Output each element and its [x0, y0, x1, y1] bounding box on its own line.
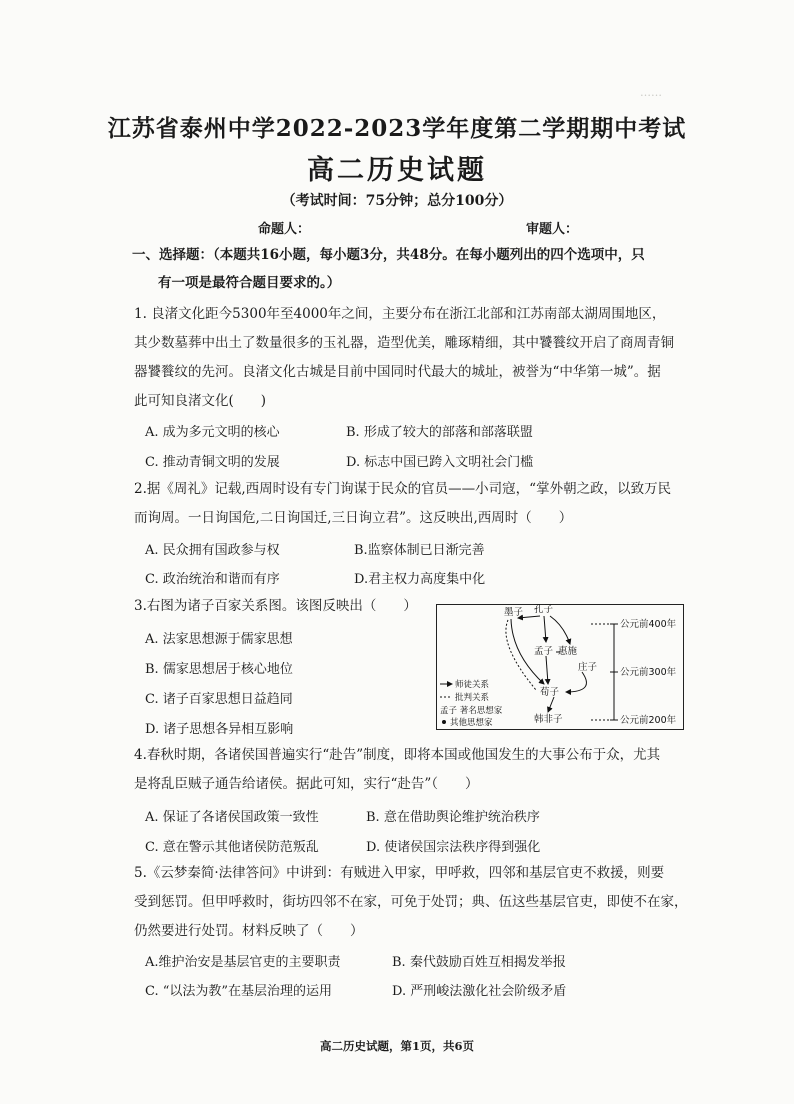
question-text: 4.春秋时期，各诸侯国普遍实行“赴告”制度，即将本国或他国发生的大事公布于众，尤其	[134, 747, 661, 763]
legend-item: 其他思想家	[450, 718, 493, 728]
bleed-through-text: ……	[640, 86, 662, 99]
option-c: C. 诸子百家思想日益趋同	[145, 692, 293, 707]
relation-line	[548, 697, 554, 712]
option-d: D. 诸子思想各异相互影响	[145, 722, 294, 737]
legend-dot	[442, 720, 446, 724]
node-hanfeizi: 韩非子	[534, 714, 563, 725]
option-b: B. 意在借助舆论维护统治秩序	[366, 810, 540, 825]
exam-subtitle: 高二历史试题	[307, 155, 487, 186]
relation-line	[550, 616, 570, 644]
proposer-row	[258, 218, 578, 237]
node-huishi: 惠施	[558, 646, 578, 657]
section-heading: 一、选择题：（本题共16小题，每小题3分，共48分。在每小题列出的四个选项中，只	[132, 247, 645, 263]
question-text: 是将乱臣贼子通告给诸侯。据此可知，实行“赴告”（ ）	[134, 776, 479, 792]
node-kongzi: 孔子	[534, 604, 554, 615]
legend-item: 师徒关系	[455, 680, 490, 690]
option-c: C. “以法为教”在基层治理的运用	[145, 984, 333, 999]
exam-info: （考试时间：75分钟；总分100分）	[281, 193, 513, 209]
option-c: C. 意在警示其他诸侯防范叛乱	[145, 840, 319, 855]
option-c: C. 推动青铜文明的发展	[145, 455, 280, 470]
relation-line	[566, 672, 586, 692]
legend-item: 孟子 著名思想家	[440, 706, 503, 716]
exam-title: 江苏省泰州中学2022-2023学年度第二学期期中考试	[107, 115, 687, 142]
option-d: D.君主权力高度集中化	[354, 572, 486, 587]
node-zhuangzi: 庄子	[578, 662, 598, 673]
timeline-label: 公元前200年	[620, 715, 677, 726]
relation-line	[544, 616, 546, 642]
question-text: 而询周。一日询国危,二日询国迁,三日询立君”。这反映出,西周时（ ）	[134, 510, 573, 526]
question-text: 3.右图为诸子百家关系图。该图反映出（ ）	[134, 598, 417, 614]
relation-diagram	[436, 604, 684, 730]
relation-line	[546, 656, 548, 684]
question-text: 其少数墓葬中出土了数量很多的玉礼器，造型优美，雕琢精细，其中饕餮纹开启了商周青铜	[134, 335, 674, 351]
node-mozi: 墨子	[504, 607, 524, 618]
philosophers-relation-figure	[436, 604, 684, 730]
option-a: A. 民众拥有国政参与权	[145, 543, 280, 558]
node-mengzi: 孟子	[534, 646, 554, 657]
option-a: A. 法家思想源于儒家思想	[145, 632, 293, 647]
option-b: B. 秦代鼓励百姓互相揭发举报	[392, 955, 566, 970]
option-d: D. 严刑峻法激化社会阶级矛盾	[392, 984, 567, 999]
section-heading-cont: 有一项是最符合题目要求的。）	[158, 275, 341, 291]
option-a: A. 保证了各诸侯国政策一致性	[145, 810, 319, 825]
option-a: A.维护治安是基层官吏的主要职责	[145, 955, 341, 970]
page-footer: 高二历史试题，第1页，共6页	[319, 1039, 474, 1053]
node-xunzi: 荀子	[540, 687, 560, 698]
timeline-label: 公元前400年	[620, 619, 677, 630]
legend-item: 批判关系	[455, 693, 490, 703]
question-text: 1. 良渚文化距今5300年至4000年之间，主要分布在浙江北部和江苏南部太湖周围地区，	[134, 306, 666, 322]
timeline-label: 公元前300年	[620, 667, 677, 678]
option-b: B.监察体制已日渐完善	[354, 543, 485, 558]
option-b: B. 儒家思想居于核心地位	[145, 662, 293, 677]
option-c: C. 政治统治和谐而有序	[145, 572, 280, 587]
proposer-label: 命题人：	[258, 222, 311, 237]
reviewer-label: 审题人：	[525, 222, 578, 237]
question-text: 仍然要进行处罚。材料反映了（ ）	[134, 923, 364, 939]
option-d: D. 使诸侯国宗法秩序得到强化	[366, 840, 541, 855]
option-b: B. 形成了较大的部落和部落联盟	[346, 425, 533, 440]
question-text: 受到惩罚。但甲呼救时，街坊四邻不在家，可免于处罚；典、伍这些基层官吏，即使不在家，	[134, 894, 688, 910]
question-text: 此可知良渚文化( )	[134, 393, 267, 409]
option-a: A. 成为多元文明的核心	[145, 425, 280, 440]
question-text: 5.《云梦秦简·法律答问》中讲到：有贼进入甲家，甲呼救，四邻和基层官吏不救援，则要	[134, 865, 665, 881]
question-text: 器饕餮纹的先河。良渚文化古城是目前中国同时代最大的城址，被誉为“中华第一城”。据	[134, 364, 661, 380]
option-d: D. 标志中国已跨入文明社会门槛	[346, 455, 534, 470]
question-text: 2.据《周礼》记载,西周时设有专门询谋于民众的官员——小司寇，“掌外朝之政，以致万民	[134, 481, 672, 497]
